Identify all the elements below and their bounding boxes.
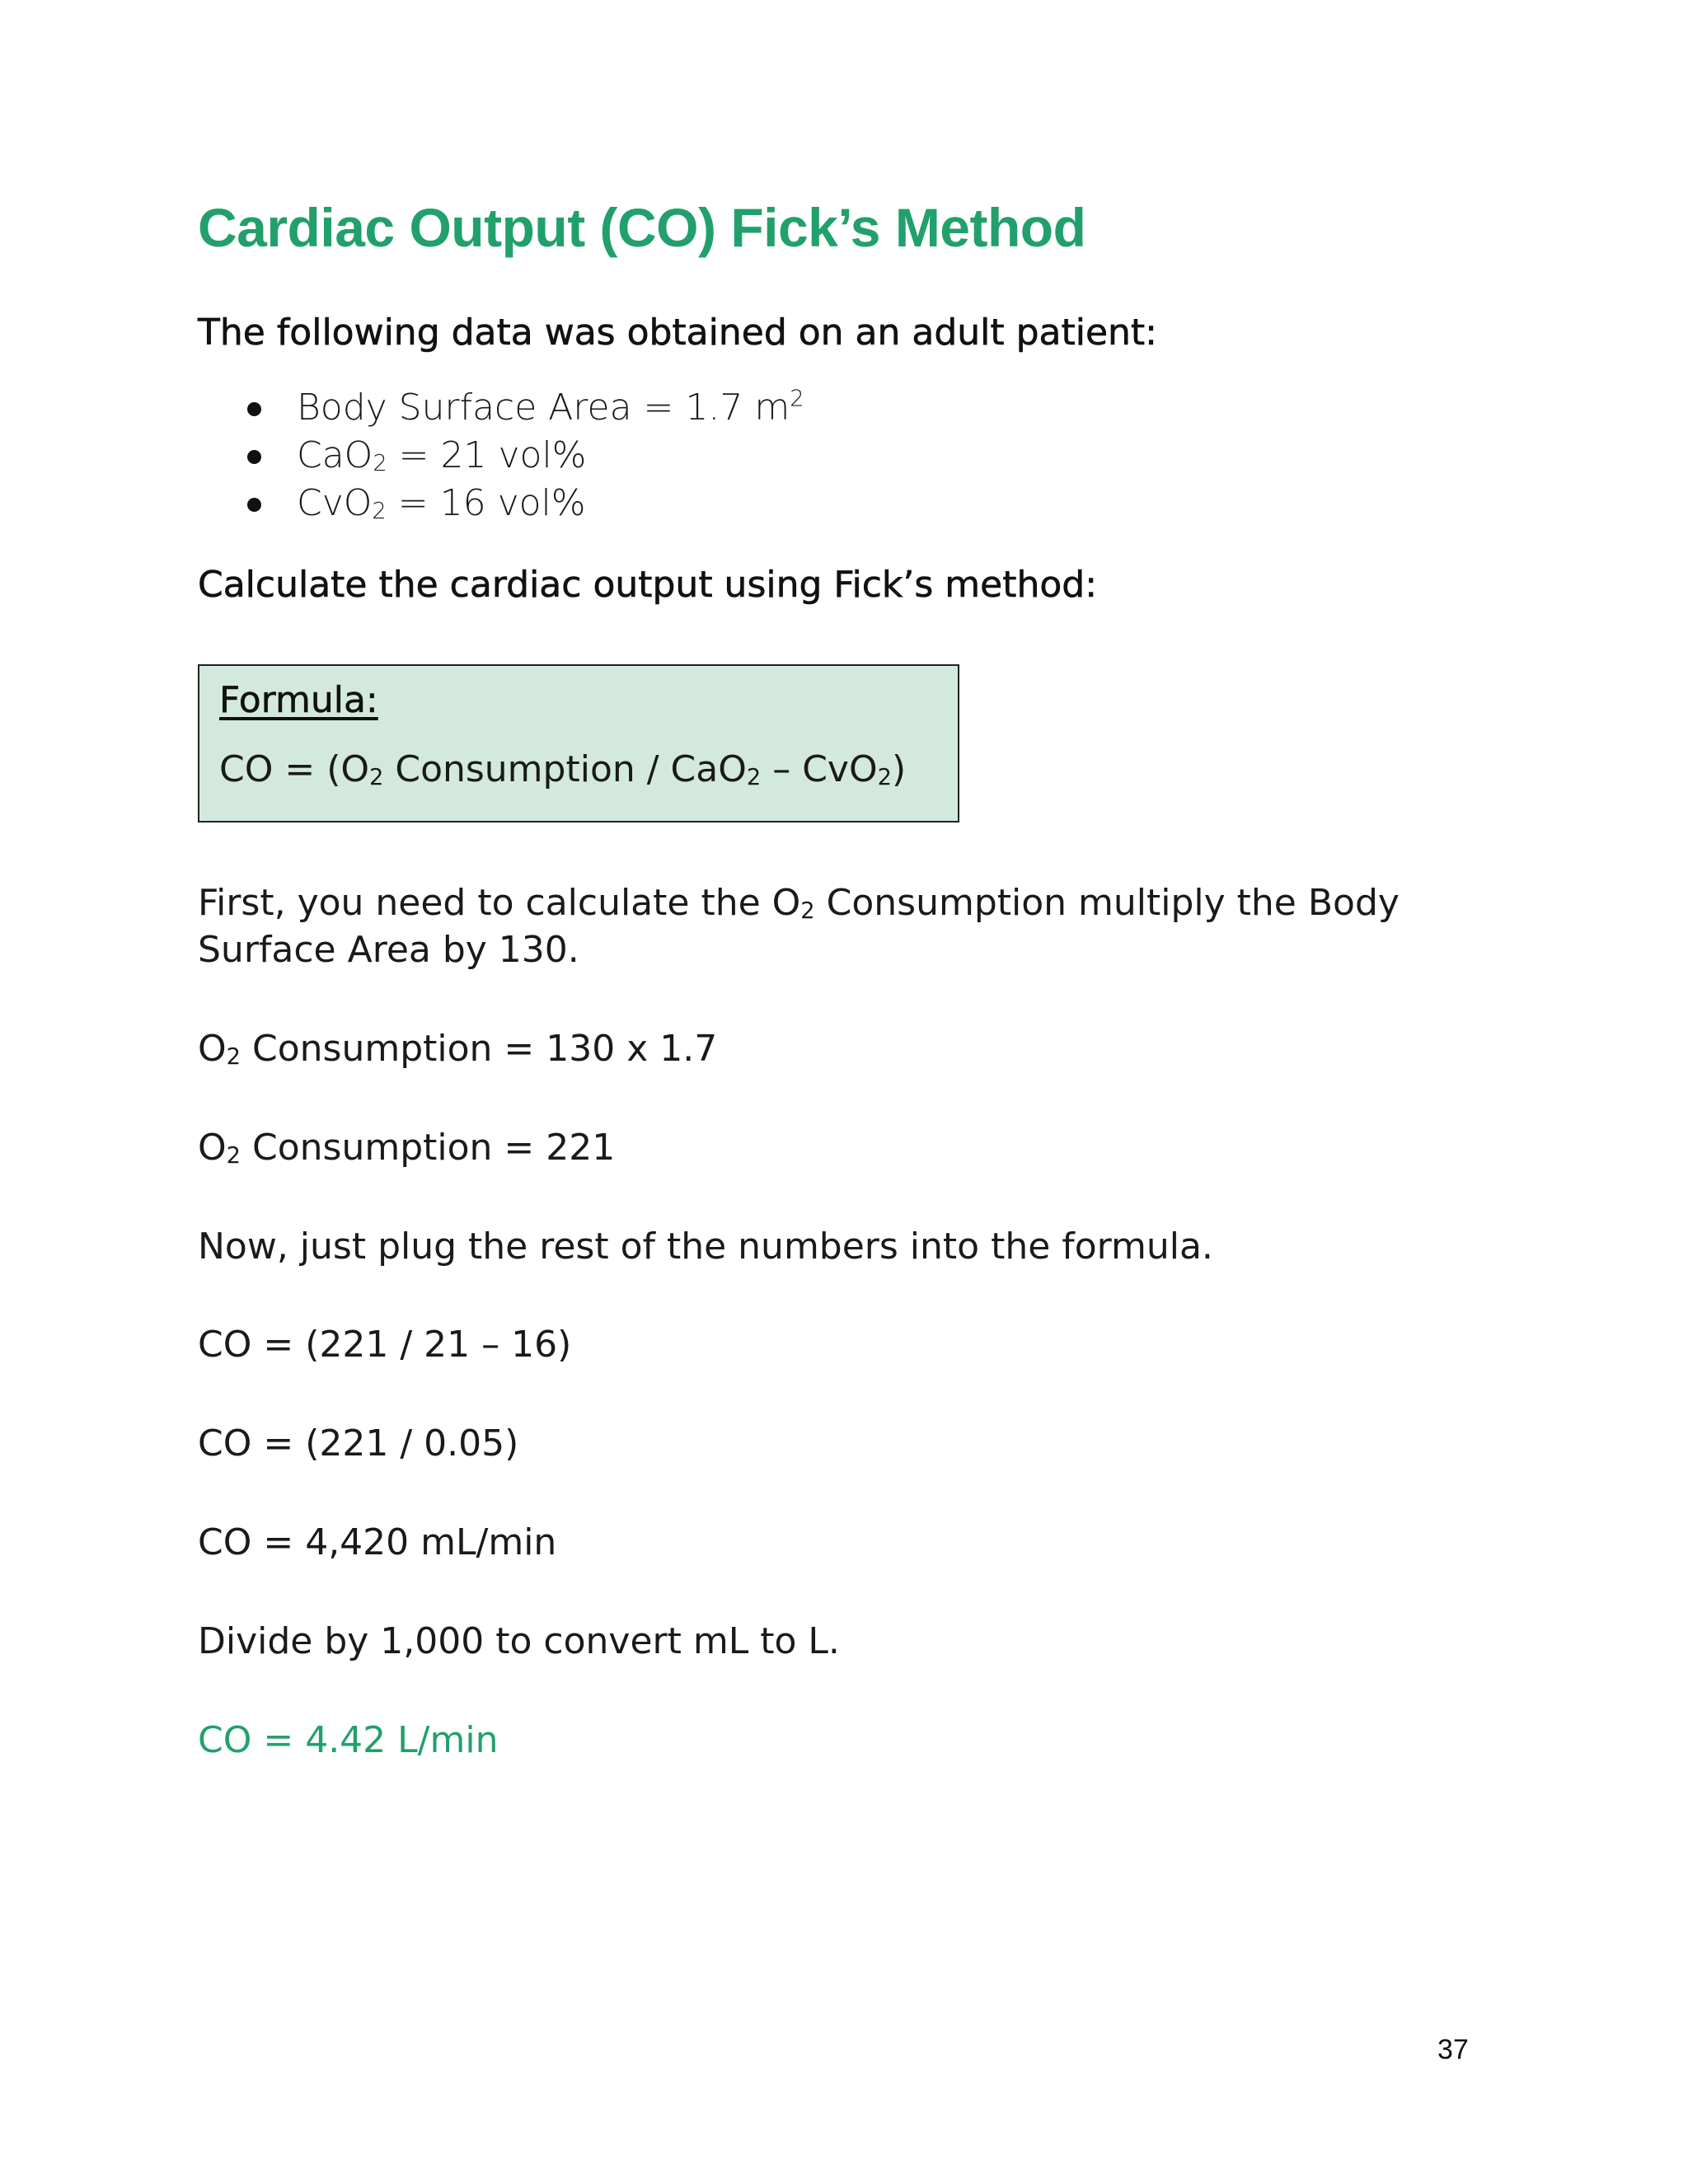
- formula-box: [198, 664, 959, 823]
- page-title: Cardiac Output (CO) Fick’s Method: [198, 197, 1086, 258]
- page-number: 37: [1437, 2034, 1469, 2065]
- list-item-cao2: CaO$_2$ = 21 vol%: [198, 432, 804, 480]
- co-step-3: CO = 4,420 mL/min: [198, 1521, 557, 1563]
- bullet-icon: [247, 450, 261, 464]
- co-step-2: CO = (221 / 0.05): [198, 1422, 519, 1465]
- explanation-line-2: Surface Area by 130.: [198, 929, 579, 971]
- list-item-body-surface-area: Body Surface Area = 1.7 $m^2$: [198, 384, 804, 432]
- formula-expression: CO = ($O_2$ Consumption / CaO$_2$ – CvO$_2$): [219, 748, 907, 791]
- intro-heading: The following data was obtained on an adult patient:: [198, 312, 1158, 354]
- plug-instruction: Now, just plug the rest of the numbers into the formula.: [198, 1226, 1213, 1268]
- formula-label: Formula:: [219, 679, 378, 721]
- co-step-1: CO = (221 / 21 – 16): [198, 1324, 572, 1366]
- list-item-cvo2: CvO$_2$ = 16 vol%: [198, 480, 804, 527]
- o2-consumption-step-1: $O_2$ Consumption = 130 x 1.7: [198, 1028, 718, 1071]
- bullet-icon: [247, 498, 261, 512]
- explanation-line-1: First, you need to calculate the $O_2$ Consumption multiply the Body: [198, 882, 1400, 925]
- o2-consumption-step-2: $O_2$ Consumption = 221: [198, 1127, 616, 1169]
- given-data-list: [198, 384, 804, 527]
- final-answer: CO = 4.42 L/min: [198, 1719, 499, 1761]
- calculation-prompt: Calculate the cardiac output using Fick’s method:: [198, 564, 1098, 606]
- bullet-icon: [247, 402, 261, 416]
- conversion-instruction: Divide by 1,000 to convert mL to L.: [198, 1620, 840, 1662]
